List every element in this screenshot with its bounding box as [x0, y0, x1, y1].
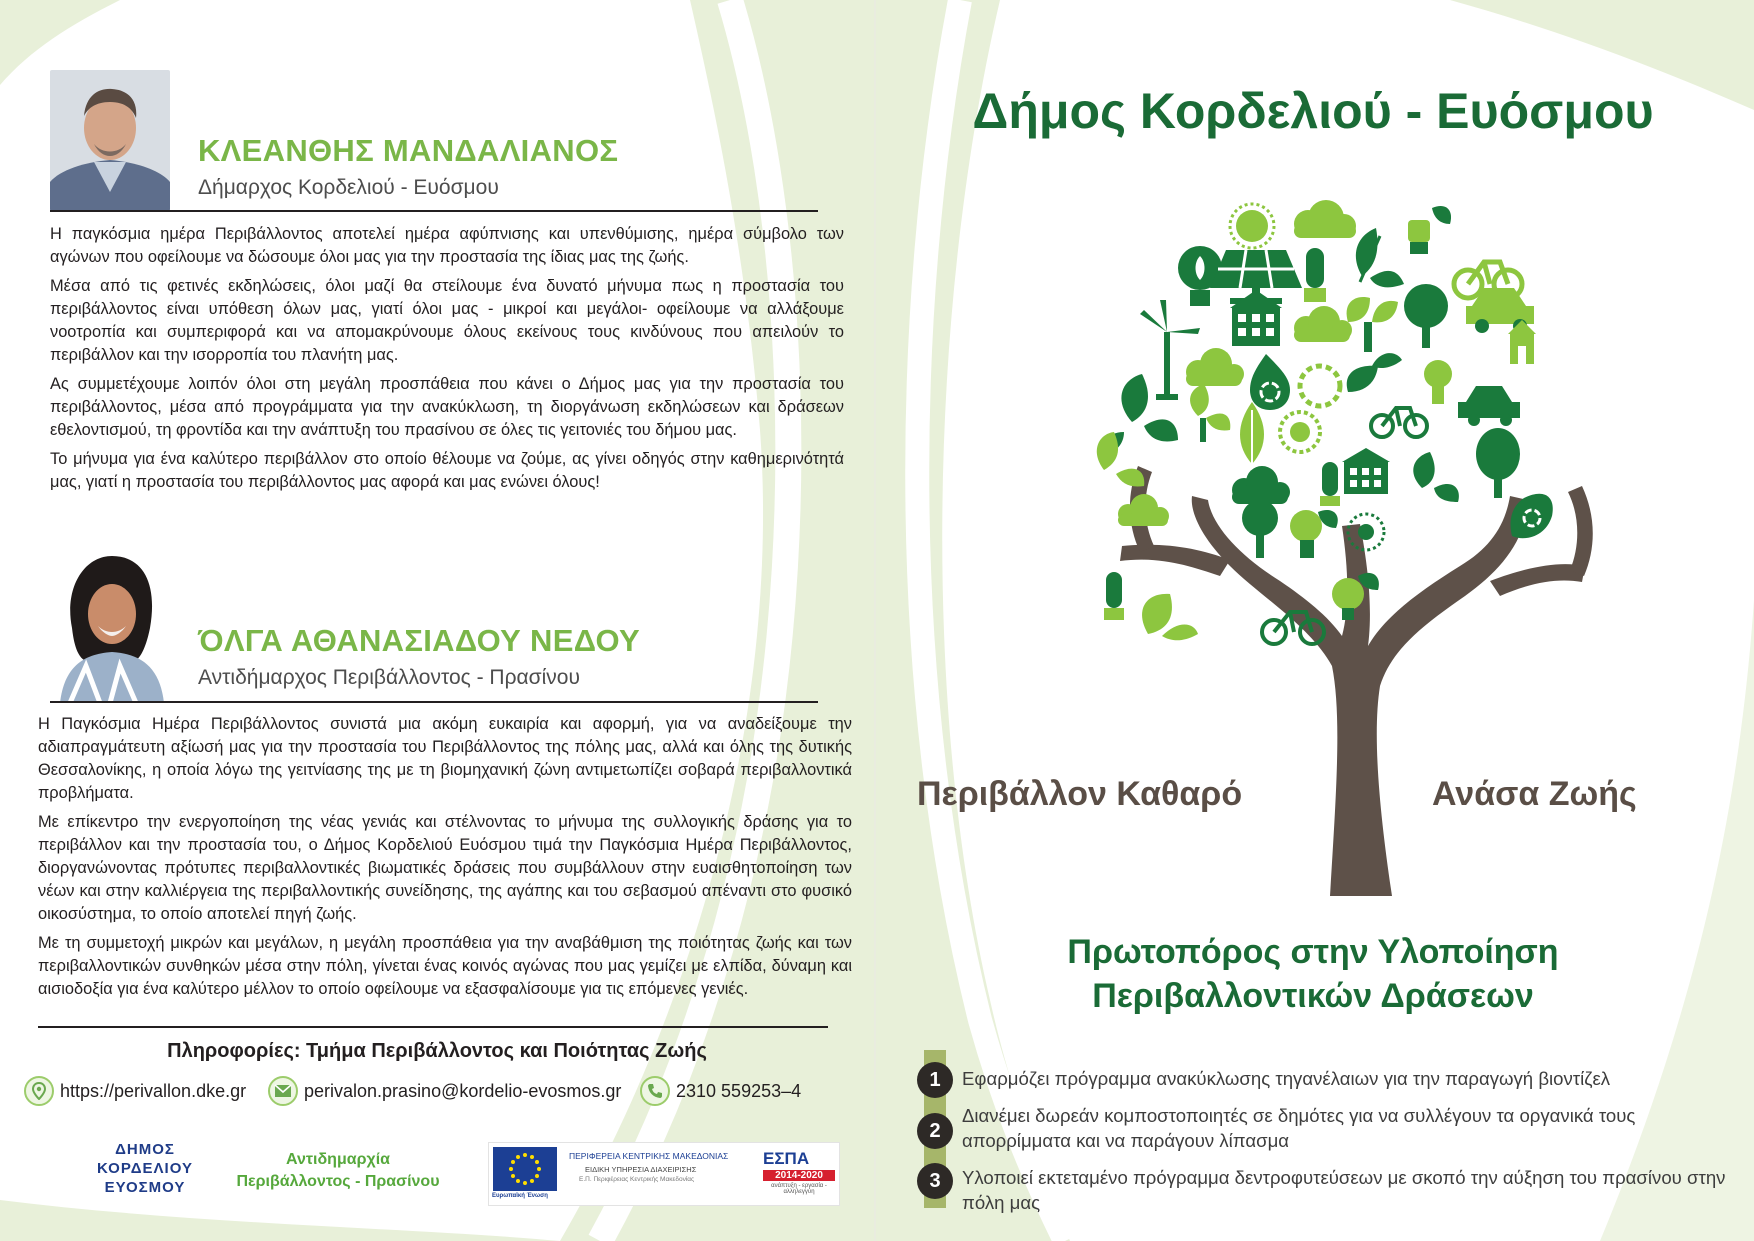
action-text-2: Διανέμει δωρεάν κομποστοποιητές σε δημότες για να συλλέγουν τα οργανικά τους απορρίμματα και να παράγουν λίπασμα: [962, 1105, 1636, 1151]
deputy-paragraph: Με επίκεντρο την ενεργοποίηση της νέας γενιάς και στέλνοντας το μήνυμα της συλλογικής δράσης για το περιβάλλον και την προστασία του, ο Δήμος Κορδελιού Ευόσμου τιμά την Παγκόσμια Ημέρα Περιβάλλοντος, διοργανώνοντας πρότυπες περιβαλλοντικές βιωματικές δράσεις που συμβάλλουν στην ευαισθητοποίηση των νέων και στην καλλιέργεια της περιβαλλοντικής συνείδησης, της αγάπης και του σεβασμού απέναντι στο φυσικό οικοσύστημα, το οποίο αποτελεί πηγή ζωής.: [38, 813, 852, 923]
mayor-paragraph: Το μήνυμα για ένα καλύτερο περιβάλλον στο οποίο θέλουμε να ζούμε, ας γίνει οδηγός στην καθημερινότητά μας, γιατί η προστασία του περιβάλλοντος μας αφορά και μας ενώνει όλους!: [50, 450, 844, 491]
leaf-icon: [1347, 297, 1398, 352]
subtitle: [878, 930, 1748, 1018]
leaf-icon: [1300, 366, 1340, 406]
cloud-icon: [1186, 348, 1244, 386]
deputy-paragraph: Η Παγκόσμια Ημέρα Περιβάλλοντος συνιστά μια ακόμη ευκαιρία και αφορμή, για να αναδείξουμε την αδιαπραγμάτευτη αξίωσή μας για την προστασία του Περιβάλλοντος της πόλης μας, αλλά και όλης της δυτικής Θεσσαλονίκης, η οποία λόγω της γειτνίασης της με τη βιομηχανική ζώνη αντιμετωπίζει σοβαρά περιβαλλοντικά προβλήματα.: [38, 715, 852, 802]
cloud-icon: [1294, 306, 1352, 342]
dimos-logo-line: ΕΥΟΣΜΟΥ: [104, 1179, 186, 1196]
lightbulb-icon: [1304, 248, 1326, 302]
action-number-2: 2: [917, 1113, 953, 1149]
deputy-role: Αντιδήμαρχος Περιβάλλοντος - Πρασίνου: [198, 666, 580, 689]
lightbulb-icon: [1290, 510, 1338, 558]
info-title: Πληροφορίες: Τμήμα Περιβάλλοντος και Ποιότητας Ζωής: [167, 1040, 707, 1062]
lightbulb-icon: [1424, 360, 1452, 404]
email-link[interactable]: perivalon.prasino@kordelio-evosmos.gr: [304, 1080, 622, 1101]
slogan-left: Περιβάλλον Καθαρό: [917, 775, 1243, 813]
action-text-3: Υλοποιεί εκτεταμένο πρόγραμμα δεντροφυτεύσεων με σκοπό την αύξηση του πρασίνου στην πόλη μας: [962, 1167, 1726, 1213]
dimos-logo-line: ΚΟΡΔΕΛΙΟΥ: [97, 1160, 193, 1177]
espa-title: ΕΣΠΑ: [763, 1149, 810, 1168]
lightbulb-icon: [1408, 206, 1451, 254]
espa-years: 2014-2020: [763, 1170, 835, 1181]
dimos-logo-line: ΔΗΜΟΣ: [115, 1141, 175, 1158]
action-text-1: Εφαρμόζει πρόγραμμα ανακύκλωσης τηγανέλαιων για την παραγωγή βιοντίζελ: [962, 1068, 1611, 1089]
tree-icon: [1404, 284, 1448, 348]
page-title: Δήμος Κορδελιού - Ευόσμου: [972, 83, 1654, 139]
leaf-icon: [1190, 384, 1230, 442]
house-icon: [1508, 320, 1536, 364]
action-number-3: 3: [917, 1163, 953, 1199]
mayor-name: ΚΛΕΑΝΘΗΣ ΜΑΝΔΑΛΙΑΝΟΣ: [198, 133, 619, 168]
subtitle-line: Περιβαλλοντικών Δράσεων: [1092, 977, 1534, 1015]
lightbulb-icon: [1320, 462, 1340, 506]
car-icon: [1458, 386, 1520, 426]
website-link[interactable]: https://perivallon.dke.gr: [60, 1080, 247, 1101]
sun-icon: [1280, 412, 1320, 452]
eu-caption: Ευρωπαϊκή Ένωση: [492, 1193, 548, 1199]
bicycle-icon: [1371, 408, 1427, 437]
agency-subname: Ε.Π. Περιφέρειας Κεντρικής Μακεδονίας: [579, 1176, 695, 1183]
leaf-icon: [1413, 452, 1459, 502]
lightbulb-icon: [1104, 572, 1124, 620]
slogan-right: Ανάσα Ζωής: [1432, 775, 1637, 813]
deputy-paragraph: Με τη συμμετοχή μικρών και μεγάλων, η μεγάλη προσπάθεια για την αναβάθμιση της ποιότητας ζωής και των περιβαλλοντικών συνθηκών μέσα στην πόλη, γίνεται ένας κοινός αγώνας που μας γεμίζει με ελπίδα, δύναμη και αισιοδοξία για ένα καλύτερο μέλλον το οποίο οφείλουμε να εξασφαλίσουμε για τις επόμενες γενιές.: [38, 934, 852, 998]
mayor-paragraph: Μέσα από τις φετινές εκδηλώσεις, όλοι μαζί θα στείλουμε ένα δυνατό μήνυμα πως η προστασία του περιβάλλοντος είναι υπόθεση όλων μας, γιατί όλοι μας - μικροί και μεγάλοι- οφείλουμε να αλλάξουμε νοοτροπία και συμπεριφορά και να απομακρύνουμε όλους εκείνους τους κινδύνους που απειλούν το περιβάλλον και την ισορροπία του πλανήτη μας.: [50, 277, 844, 364]
phone-number[interactable]: 2310 559253–4: [676, 1080, 802, 1101]
recycle-icon: [1250, 354, 1290, 410]
mayor-role: Δήμαρχος Κορδελιού - Ευόσμου: [198, 176, 499, 199]
cloud-icon: [1294, 200, 1356, 238]
cloud-icon: [1118, 494, 1169, 526]
leaf-icon: [1356, 228, 1404, 287]
house-icon: [1342, 448, 1390, 494]
mayor-paragraph: Η παγκόσμια ημέρα Περιβάλλοντος αποτελεί ημέρα αφύπνισης και υπενθύμισης, ημέρα σύμβολο των αγώνων που οφείλουμε να δώσουμε όλοι μας για την προστασία της ίδιας μας της ζωής.: [50, 225, 844, 266]
deputy-name: ΌΛΓΑ ΑΘΑΝΑΣΙΑΔΟΥ ΝΕΔΟΥ: [198, 623, 640, 658]
leaf-icon: [1240, 402, 1264, 464]
leaf-icon: [1142, 594, 1198, 640]
cloud-icon: [1232, 466, 1290, 504]
leaf-icon: [1347, 353, 1402, 392]
sun-icon: [1230, 204, 1274, 248]
antidimarxia-line: Περιβάλλοντος - Πρασίνου: [236, 1173, 440, 1190]
espa-subtitle: ανάπτυξη - εργασία - αλληλεγγύη: [771, 1183, 827, 1195]
action-number-1: 1: [917, 1062, 953, 1098]
mayor-paragraph: Ας συμμετέχουμε λοιπόν όλοι στη μεγάλη προσπάθεια που κάνει ο Δήμος μας για την προστασία του περιβάλλοντος, μέσα από προγράμματα για την ανακύκλωση, τη διοργάνωση εκδηλώσεων και δράσεων εθελοντισμού, τη φροντίδα και την ανάπτυξη του πρασίνου σε όλες τις γειτονιές του δήμου μας.: [50, 375, 844, 439]
subtitle-line: Πρωτοπόρος στην Υλοποίηση: [1067, 933, 1559, 971]
region-name: ΠΕΡΙΦΕΡΕΙΑ ΚΕΝΤΡΙΚΗΣ ΜΑΚΕΔΟΝΙΑΣ: [569, 1151, 729, 1161]
tree-icon: [1242, 500, 1278, 558]
agency-name: ΕΙΔΙΚΗ ΥΠΗΡΕΣΙΑ ΔΙΑΧΕΙΡΙΣΗΣ: [585, 1165, 697, 1174]
tree-icon: [1476, 428, 1520, 498]
antidimarxia-line: Αντιδημαρχία: [286, 1151, 390, 1168]
